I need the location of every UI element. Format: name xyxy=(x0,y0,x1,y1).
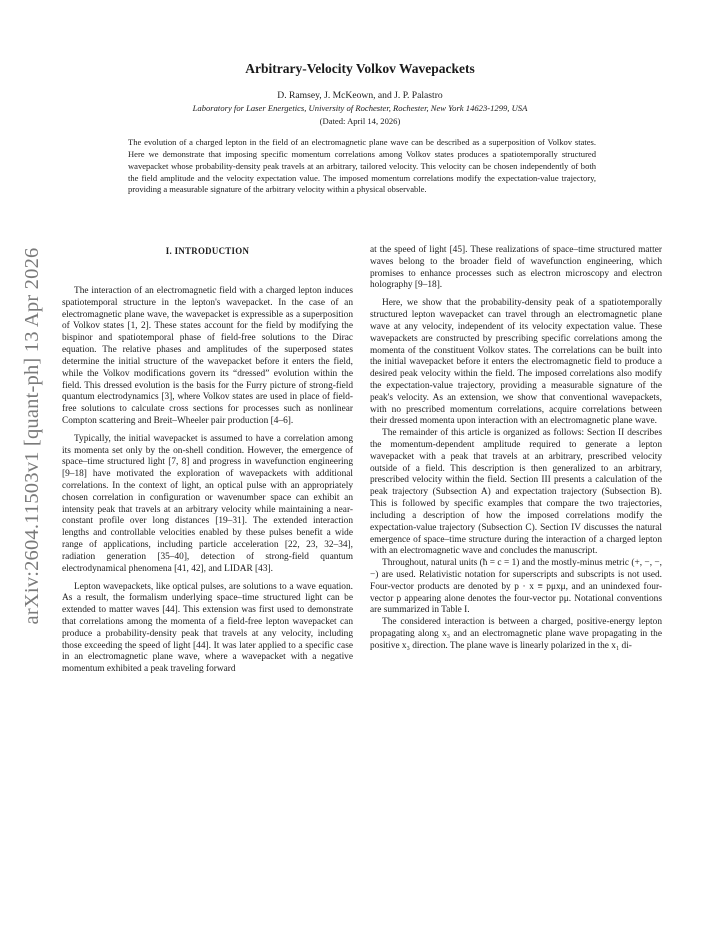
paragraph: The considered interaction is between a charged, positive-energy lepton propagating along x₃ and an electromagnetic plane wave propagating in the positive x₃ direction. The plane wave is linearly polarized in the x₁ di- xyxy=(370,617,662,651)
author-list: D. Ramsey, J. McKeown, and J. P. Palastro xyxy=(277,90,443,101)
right-column xyxy=(370,245,662,653)
paper-title: Arbitrary-Velocity Volkov Wavepackets xyxy=(245,61,475,76)
abstract: The evolution of a charged lepton in the field of an electromagnetic plane wave can be described as a superposition of Volkov states. Here we demonstrate that imposing specific momentum correlations among Volkov states produces a spatiotemporally structured wavepacket whose probability-density peak travels at an arbitrary, tailored velocity. This velocity can be chosen independently of both the field amplitude and the velocity expectation value. The imposed momentum correlations modify the expectation-value trajectory, providing a measurable signature of the arbitrary velocity within a physical observable. xyxy=(128,137,596,195)
paragraph: The remainder of this article is organized as follows: Section II describes the momentum-dependent amplitude required to generate a lepton wavepacket with a peak that travels at an arbitrary, prescribed velocity outside of a field. This description is then generalized to an arbitrary, prescribed velocity within the field. Section III presents a calculation of the peak trajectory (Subsection A) and expectation trajectory (Subsection B). This is followed by specific examples that compare the two trajectories, including a description of how the imposed correlations modify the expectation-value trajectory (Subsection C). Section IV discusses the natural emergence of space–time structure during the interaction of a charged lepton with an electromagnetic wave and concludes the manuscript. xyxy=(370,428,662,557)
paragraph: Lepton wavepackets, like optical pulses, are solutions to a wave equation. As a result, the formalism underlying space–time structured light can be extended to matter waves [44]. This extension was first used to demonstrate that correlations among the momenta of a field-free lepton wavepacket can produce a probability-density peak that travels at any velocity, including those exceeding the speed of light [44]. It was later applied to a specific case in an electromagnetic plane wave, where a wavepacket with a negative momentum exhibited a peak traveling forward xyxy=(62,581,353,675)
paragraph: Typically, the initial wavepacket is assumed to have a correlation among its momenta set only by the on-shell condition. However, the emergence of space–time structured light [7, 8] and progress in wavefunction engineering [9–18] have motivated the exploration of wavepackets with additional correlations. In the context of light, an optical pulse with an appropriately chosen correlation in configuration or wavenumber space can exhibit an intensity peak that travels at an arbitrary velocity while maintaining a near-constant profile over long distances [19–31]. The extended interaction lengths and controllable velocities enabled by these pulses benefit a wide range of applications, including particle acceleration [22, 23, 32–34], radiation generation [35–40], detection of strong-field quantum electrodynamical phenomena [41, 42], and LIDAR [43]. xyxy=(62,433,353,574)
paragraph: at the speed of light [45]. These realizations of space–time structured matter waves belong to the broader field of wavefunction engineering, which promises to enhance processes such as electron microscopy and electron holography [9–18]. xyxy=(370,245,662,291)
left-column xyxy=(62,245,353,676)
date-line: (Dated: April 14, 2026) xyxy=(319,116,401,126)
affiliation: Laboratory for Laser Energetics, University of Rochester, Rochester, New York 14623-1299, USA xyxy=(192,103,528,113)
arxiv-identifier[interactable]: arXiv:2604.11503v1 [quant-ph] 13 Apr 2026 xyxy=(21,247,43,625)
section-heading: I. INTRODUCTION xyxy=(165,246,250,256)
paragraph: The interaction of an electromagnetic field with a charged lepton induces spatiotemporal structure in the lepton's wavepacket. In the case of an electromagnetic plane wave, the wavepacket is expressible as a superposition of Volkov states [1, 2]. These states account for the field by modifying the bispinor and spatiotemporal phase of field-free solutions to the Dirac equation. The relative phases and amplitudes of the superposed states determine the initial structure of the wavepacket before it enters the field, while the Volkov modifications govern its “dressed” evolution within the field. This dressed evolution is the basis for the Furry picture of strong-field quantum electrodynamics [3], where Volkov states are used in place of field-free solutions to calculate cross sections for processes such as nonlinear Compton scattering and Breit–Wheeler pair production [4–6]. xyxy=(62,286,353,426)
paragraph: Here, we show that the probability-density peak of a spatiotemporally structured lepton wavepacket can travel through an electromagnetic plane wave at any velocity, independent of its velocity expectation value. These wavepackets are constructed by prescribing specific correlations among the momenta of the constituent Volkov states. The correlations can be built into the initial wavepacket before it enters the electromagnetic field to produce a desired peak velocity within the field. The imposed correlations also modify the expectation-value trajectory, providing a measurable signature of the peak's velocity. As an extension, we show that conventional wavepackets, with no prescribed momentum correlations, acquire correlations between their dressed momenta upon interaction with an electromagnetic plane wave. xyxy=(370,298,662,427)
paragraph: Throughout, natural units (ħ = c = 1) and the mostly-minus metric (+, −, −, −) are used. Relativistic notation for superscripts and subscripts is not used. Four-vector products are denoted by p · x ≡ pμxμ, and an unindexed four-vector p appearing alone denotes the four-vector pμ. Notational conventions are summarized in Table I. xyxy=(370,558,662,616)
